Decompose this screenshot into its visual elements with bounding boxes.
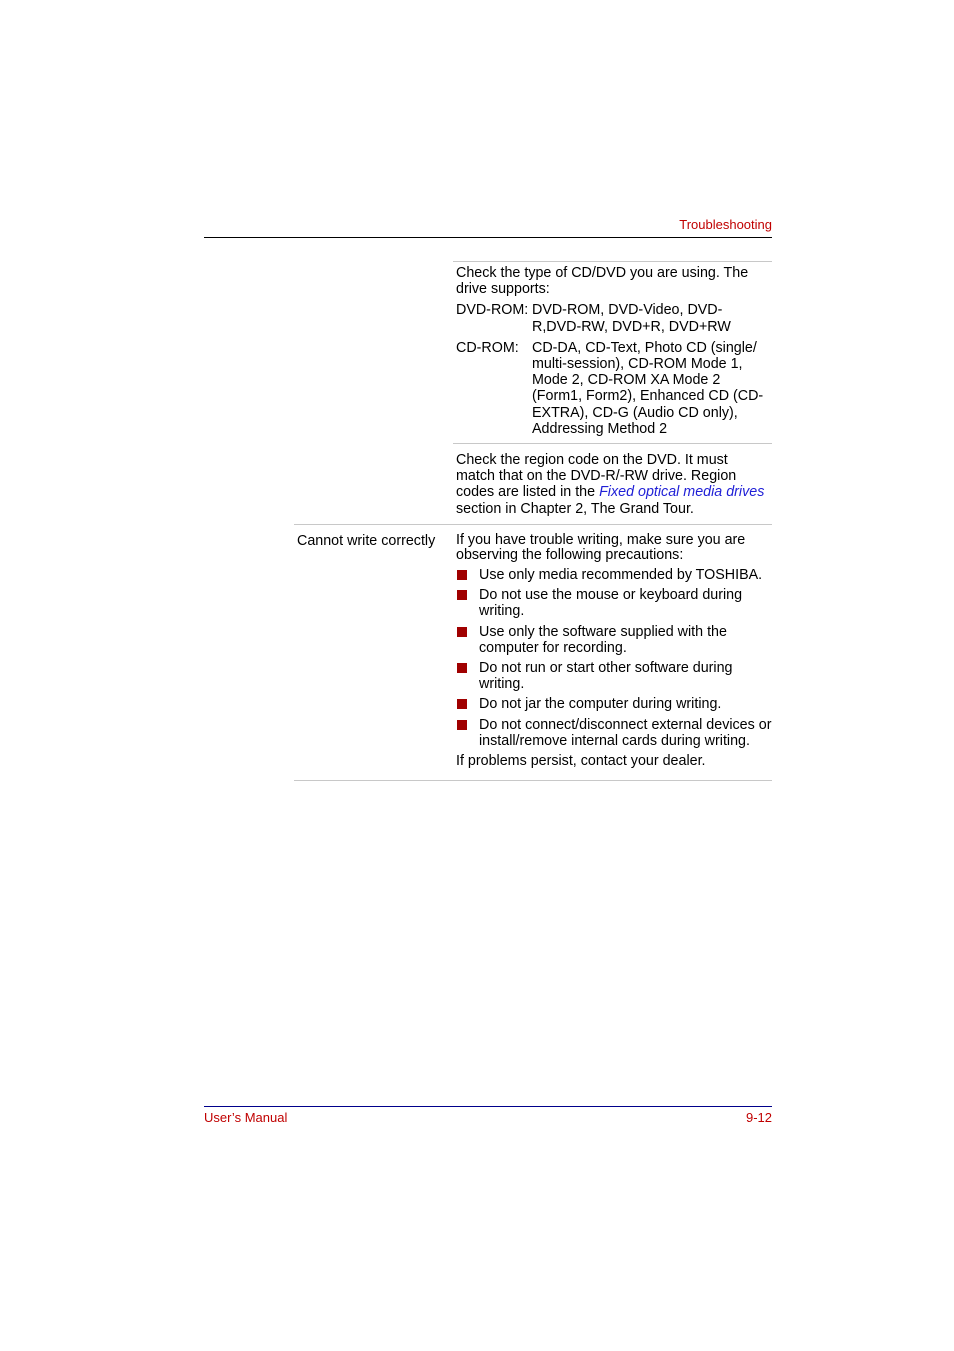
page-number: 9-12 (745, 1110, 772, 1125)
supports-item (456, 340, 770, 437)
table-rule-row1 (453, 443, 772, 444)
table-rule-row2 (294, 524, 772, 525)
list-item: Do not run or start other software during writing. (456, 660, 772, 692)
bullet-square-icon (457, 570, 467, 580)
table-rule-top (453, 261, 772, 262)
write-intro: If you have trouble writing, make sure you are observing the following precautions: (456, 532, 746, 563)
table-row (456, 533, 772, 769)
fixed-optical-media-drives-link[interactable]: Fixed optical media drives (599, 484, 765, 501)
supports-term: DVD-ROM: (456, 302, 529, 319)
header-rule (204, 237, 772, 238)
list-item: Use only the software supplied with the computer for recording. (456, 624, 772, 656)
footer-manual-title: User’s Manual (204, 1110, 288, 1125)
supports-desc: CD-DA, CD-Text, Photo CD (single/ multi-session), CD-ROM Mode 1, Mode 2, CD-ROM XA Mode 2 (Form1, Form2), Enhanced CD (CD-EXTRA), CD-G (Audio CD only), Addressing Method 2 (532, 339, 764, 437)
bullet-square-icon (457, 663, 467, 673)
supports-desc: DVD-ROM, DVD-Video, DVD-R,DVD-RW, DVD+R, DVD+RW (532, 302, 731, 335)
list-item: Do not use the mouse or keyboard during writing. (456, 587, 772, 619)
table-rule-bottom (294, 780, 772, 781)
list-item: Do not connect/disconnect external devices or install/remove internal cards during writing. (456, 717, 772, 749)
closing-text: If problems persist, contact your dealer. (456, 753, 706, 770)
running-header: Troubleshooting (679, 217, 772, 232)
table-row (456, 265, 770, 437)
bullet-square-icon (457, 720, 467, 730)
supports-item (456, 302, 770, 334)
bullet-square-icon (457, 590, 467, 600)
bullet-square-icon (457, 699, 467, 709)
supports-intro: Check the type of CD/DVD you are using. The drive supports: (456, 265, 749, 298)
region-code-text: Check the region code on the DVD. It must match that on the DVD-R/-RW drive. Region codes are listed in the Fixed optical media drives section in Chapter 2, The Grand Tour. (456, 452, 765, 517)
supports-term: CD-ROM: (456, 339, 519, 356)
problem-label: Cannot write correctly (297, 533, 436, 549)
supports-list (456, 302, 770, 437)
bullet-square-icon (457, 627, 467, 637)
table-row (456, 452, 770, 517)
list-item: Use only media recommended by TOSHIBA. (456, 567, 772, 583)
precautions-list (456, 567, 772, 749)
list-item: Do not jar the computer during writing. (456, 696, 772, 712)
footer-rule (204, 1106, 772, 1107)
